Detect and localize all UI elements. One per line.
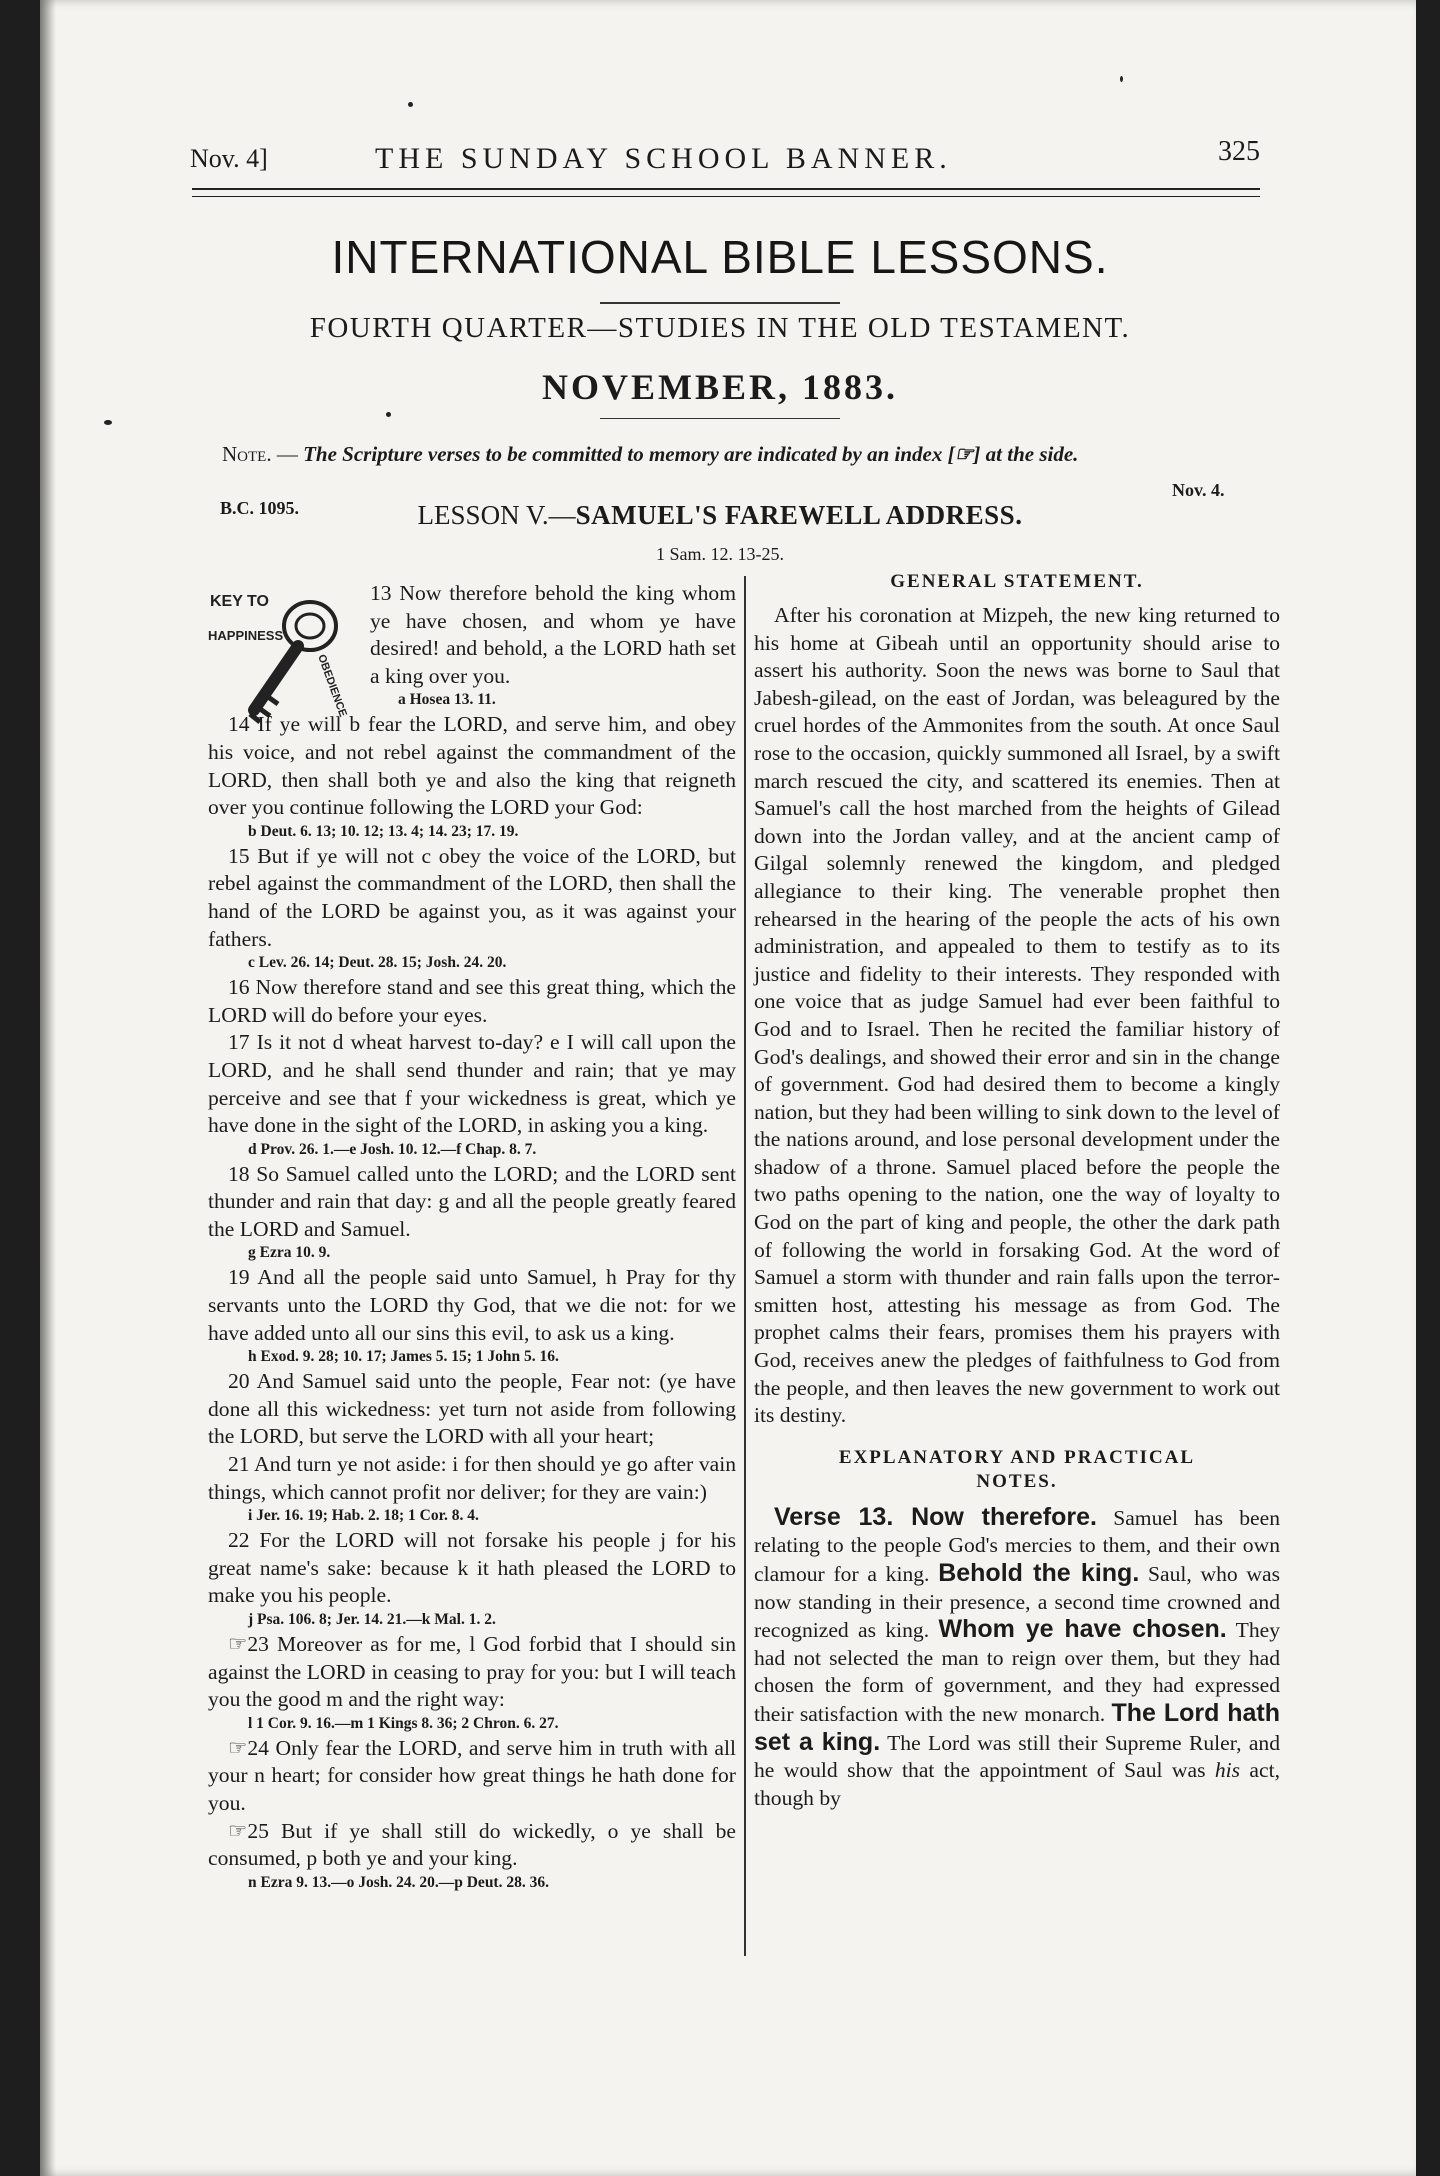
note-label: Note. (222, 442, 272, 466)
verse-text: 17 Is it not d wheat harvest to-day? e I will call upon the LORD, and he shall send thunder and rain; that ye may perceive and see that f your wickedness is great, which ye have done in the sight of the LORD, in asking you a king. (208, 1030, 736, 1138)
lesson-date: Nov. 4. (1172, 480, 1225, 500)
verse-14 (208, 711, 736, 840)
verse-21 (208, 1451, 736, 1525)
verse-reference: l 1 Cor. 9. 16.—m 1 Kings 8. 36; 2 Chron. 6. 27. (248, 1714, 559, 1732)
note-text: The Scripture verses to be committed to memory are indicated by an index [☞] at the side. (303, 442, 1079, 466)
verse-reference: c Lev. 26. 14; Deut. 28. 15; Josh. 24. 20. (248, 954, 507, 972)
verse-reference: b Deut. 6. 13; 10. 12; 13. 4; 14. 23; 17. 19. (248, 822, 519, 840)
verse-23 (208, 1631, 736, 1733)
verse-text: 21 And turn ye not aside: i for then should ye go after vain things, which cannot profit nor deliver; for they are vain:) (208, 1452, 736, 1504)
quarter-title: FOURTH QUARTER—STUDIES IN THE OLD TESTAMENT. (309, 312, 1131, 344)
chosen-note: They had not selected the man to reign over them, but they had chosen the form of government, and they had expressed their satisfaction with the new monarch. (754, 1618, 1281, 1726)
verse-13-note: Samuel has been relating to the people God's mercies to them, and their own clamour for a king. (754, 1505, 1280, 1586)
bc-date: B.C. 1095. (220, 498, 300, 518)
behold-label: Behold the king. (938, 1559, 1140, 1587)
memory-note: Note. — The Scripture verses to be committed to memory are indicated by an index [☞] at the side. (222, 442, 1079, 466)
lesson-name: SAMUEL'S FAREWELL ADDRESS. (575, 500, 1023, 530)
emblem-top-text: KEY TO (210, 593, 269, 610)
column-divider (744, 576, 746, 1956)
verse-reference: i Jer. 16. 19; Hab. 2. 18; 1 Cor. 8. 4. (248, 1507, 479, 1525)
verse-reference: d Prov. 26. 1.—e Josh. 10. 12.—f Chap. 8. 7. (248, 1140, 537, 1158)
verse-17 (208, 1029, 736, 1158)
verse-16 (208, 974, 736, 1029)
lord-note-his: his (1214, 1758, 1241, 1783)
notes-text (754, 1504, 1280, 1813)
scripture-column (208, 580, 736, 1894)
verse-text: 18 So Samuel called unto the LORD; and the LORD sent thunder and rain that day: g and all the people greatly feared the LORD and Samuel. (208, 1161, 736, 1241)
verse-text: 16 Now therefore stand and see this great thing, which the LORD will do before your eyes. (208, 975, 736, 1027)
notes-heading-line2: NOTES. (976, 1470, 1058, 1492)
running-head (190, 138, 1260, 188)
month-title: NOVEMBER, 1883. (541, 367, 898, 407)
lesson-reference: 1 Sam. 12. 13-25. (656, 544, 784, 564)
verse-text: 15 But if ye will not c obey the voice of the LORD, but rebel against the commandment of the LORD, then shall the hand of the LORD be against you, as it was against your fathers. (208, 843, 736, 951)
notes-heading-line1: EXPLANATORY AND PRACTICAL (838, 1446, 1196, 1468)
chosen-label: Whom ye have chosen. (938, 1615, 1227, 1644)
lord-label: The Lord hath set a king. (754, 1698, 1280, 1756)
main-title: INTERNATIONAL BIBLE LESSONS. (331, 231, 1109, 283)
verse-text: 13 Now therefore behold the king whom ye have chosen, and whom ye have desired! and behold, a the LORD hath set a king over you. (370, 581, 736, 688)
general-statement-heading: GENERAL STATEMENT. (890, 571, 1144, 592)
running-head-title: THE SUNDAY SCHOOL BANNER. (375, 142, 952, 175)
general-statement-text: After his coronation at Mizpeh, the new king returned to his home at Gibeah until an opportunity should arise to assert his authority. Soon the news was borne to Saul that Jabesh-gilead, on the east of Jordan, was beleagured by the cruel hordes of the Ammonites from the south. At once Saul rose to the occasion, quickly summoned all Israel, by a swift march rescued the city, and scattered its enemies. Then at Samuel's call the host marched from the heights of Gilead down into the Jordan valley, and at the ancient camp of Gilgal solemnly renewed the kingdom, and pledged allegiance to their king. The venerable prophet then rehearsed in the hearing of the people the acts of his own administration, and appealed to them to testify as to its justice and fidelity to their interests. They responded with one voice that as judge Samuel had ever been faithful to God and to Israel. Then he recited the familiar history of God's dealings, and showed their error and sin in the change of government. God had desired them to become a kingly nation, but they had been willing to sink down to the level of the nations around, and lose personal development under the shadow of a throne. Samuel placed before the people the two paths opening to the nation, one the way of loyalty to God on the part of king and people, the other the dark path of following the world in forsaking God. At the word of Samuel a storm with thunder and rain falls upon the terror-smitten host, attesting his message as from God. The prophet calms their fears, promises them his prayers with God, receives anew the pledges of faithfulness to God from the people, and then leaves the new government to work out its destiny. (754, 603, 1280, 1428)
verse-text: 19 And all the people said unto Samuel, h Pray for thy servants unto the LORD thy God, that we die not: for we have added unto all our sins this evil, to ask us a king. (208, 1265, 736, 1345)
header-rule (192, 188, 1260, 190)
month-rule (600, 418, 840, 419)
emblem-key-text: OBEDIENCE (315, 652, 349, 719)
verse-text: 20 And Samuel said unto the people, Fear not: (ye have done all this wickedness: yet turn not aside from following the LORD, but serve the LORD with all your heart; (208, 1369, 736, 1449)
notes-heading (754, 1446, 1280, 1494)
verse-15 (208, 843, 736, 972)
running-head-date: Nov. 4] (190, 144, 268, 173)
lord-note-a: The Lord was still their Supreme Ruler, and he would show that the appointment of Saul was (754, 1730, 1280, 1783)
page-number: 325 (1218, 136, 1260, 167)
verse-24 (208, 1735, 736, 1818)
verse-13 (208, 580, 736, 709)
verse-reference: a Hosea 13. 11. (398, 691, 496, 709)
verse-text: ☞25 But if ye shall still do wickedly, o ye shall be consumed, p both ye and your king. (208, 1818, 736, 1871)
verse-text: 22 For the LORD will not forsake his people j for his great name's sake: because k it hath pleased the LORD to make you his people. (208, 1528, 736, 1608)
verse-reference: n Ezra 9. 13.—o Josh. 24. 20.—p Deut. 28. 36. (248, 1873, 549, 1891)
verse-text: 14 If ye will b fear the LORD, and serve him, and obey his voice, and not rebel against the commandment of the LORD, then shall both ye and also the king that reigneth over you continue following the LORD your God: (208, 712, 736, 820)
emblem-side-text: HAPPINESS (208, 628, 284, 643)
verse-22 (208, 1527, 736, 1629)
verse-19 (208, 1264, 736, 1366)
verse-text: ☞24 Only fear the LORD, and serve him in truth with all your n heart; for consider how great things he hath done for you. (208, 1735, 736, 1815)
commentary-column (754, 570, 1280, 1812)
behold-note: Saul, who was now standing in their presence, a second time crowned and recognized as king. (754, 1562, 1280, 1643)
lesson-title (0, 500, 1440, 531)
lord-note-b: act, though by (754, 1758, 1280, 1810)
verse-reference: j Psa. 106. 8; Jer. 14. 21.—k Mal. 1. 2. (248, 1611, 496, 1628)
title-rule (600, 302, 840, 304)
verse-reference: g Ezra 10. 9. (248, 1244, 331, 1262)
verse-text: ☞23 Moreover as for me, l God forbid that I should sin against the LORD in ceasing to pray for you: but I will teach you the good m and the right way: (208, 1632, 736, 1712)
lesson-number: LESSON V.— (417, 500, 576, 530)
verse-25 (208, 1818, 736, 1892)
verse-reference: h Exod. 9. 28; 10. 17; James 5. 15; 1 John 5. 16. (248, 1348, 559, 1366)
header-rule-thin (192, 196, 1260, 197)
verse-20 (208, 1368, 736, 1451)
verse-13-label: Verse 13. Now therefore. (774, 1502, 1097, 1531)
verse-18 (208, 1161, 736, 1263)
